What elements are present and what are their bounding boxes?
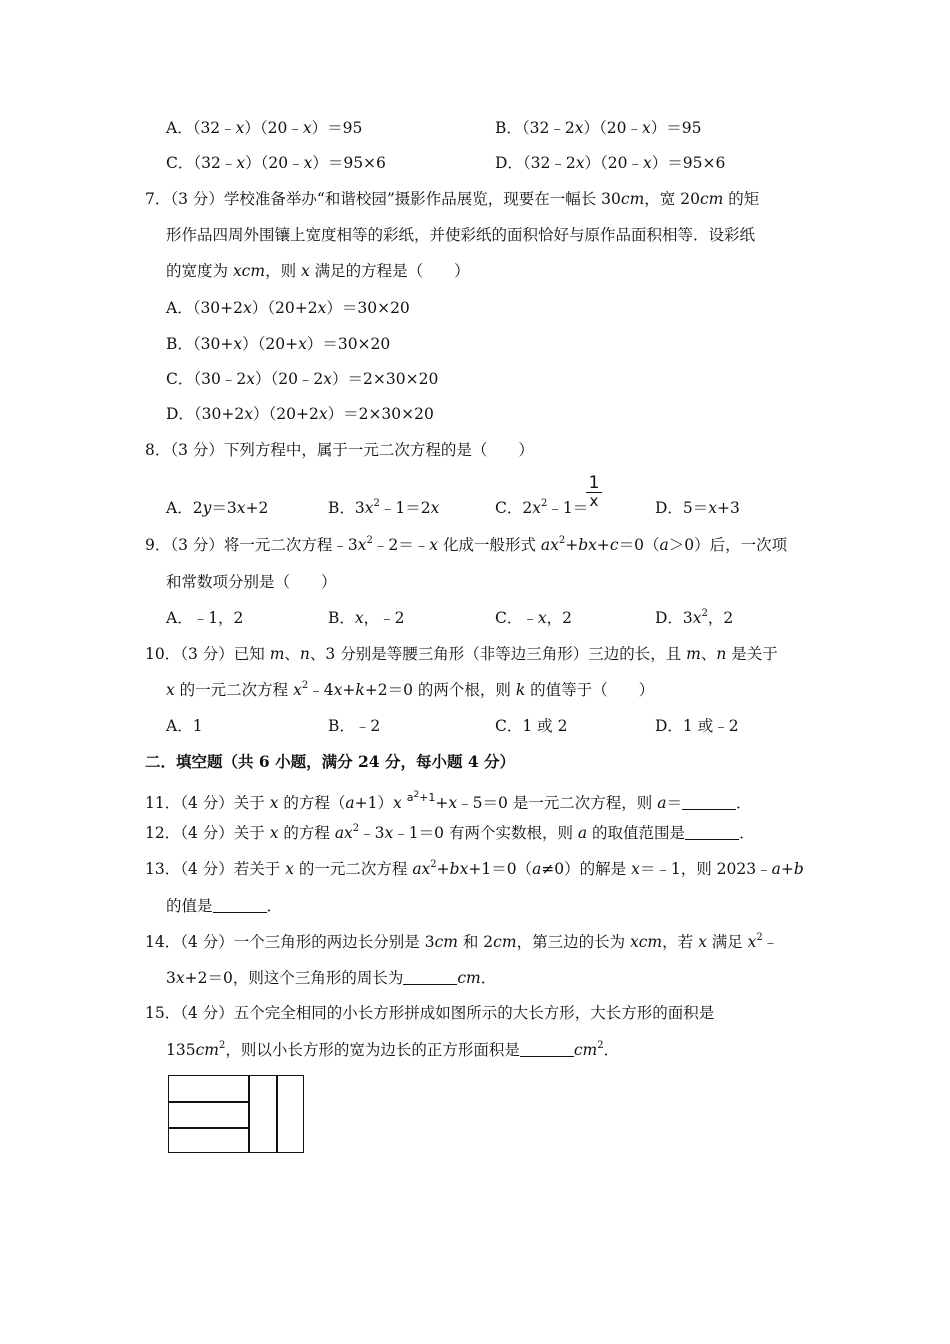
q10-stem-line1: 10．（3 分）已知 m、n、3 分别是等腰三角形（非等边三角形）三边的长，且 m、n 是关于 <box>145 645 778 663</box>
q9-option-b: B．x，﹣2 <box>328 609 405 627</box>
section-2-heading: 二．填空题（共 6 小题，满分 24 分，每小题 4 分） <box>145 752 516 771</box>
q15-figure-divider-vertical-1 <box>248 1075 250 1153</box>
answer-blank[interactable] <box>685 825 739 840</box>
q10-option-a: A．1 <box>166 717 203 735</box>
q10-option-d: D．1 或﹣2 <box>655 717 739 735</box>
q15-figure-outer-rectangle <box>168 1075 304 1153</box>
answer-blank[interactable] <box>403 970 457 985</box>
q8-option-d: D．5＝x+3 <box>655 499 740 517</box>
q9-option-c: C．﹣x，2 <box>495 609 572 627</box>
q14-stem-line1: 14．（4 分）一个三角形的两边长分别是 3cm 和 2cm，第三边的长为 xcm，若 x 满足 $x^2﹣$ <box>145 932 779 951</box>
q11-stem: 11．（4 分）关于 x 的方程（a+1）x $^{a^2+1}$+x﹣5＝0 是一元二次方程，则 a＝ ． <box>145 790 752 812</box>
q7-stem-line2: 形作品四周外围镶上宽度相等的彩纸，并使彩纸的面积恰好与原作品面积相等．设彩纸 <box>166 226 756 244</box>
q10-option-c: C．1 或 2 <box>495 717 568 735</box>
q7-option-b: B．（30+x）（20+x）＝30×20 <box>166 335 391 353</box>
q6-option-c: C．（32﹣x）（20﹣x）＝95×6 <box>166 154 386 172</box>
q13-stem-line2: 的值是 ． <box>166 897 283 915</box>
q9-stem-line1: 9．（3 分）将一元二次方程$﹣3x^2﹣2=﹣x$ 化成一般形式 $ax^2+bx+c=0(a>0)$后，一次项 <box>145 535 788 554</box>
fraction-denominator: x <box>589 492 599 510</box>
q12-stem: 12．（4 分）关于 x 的方程 $ax^2﹣3x﹣1=0$ 有两个实数根，则 a 的取值范围是 ． <box>145 823 755 842</box>
q15-stem-line1: 15．（4 分）五个完全相同的小长方形拼成如图所示的大长方形，大长方形的面积是 <box>145 1004 715 1022</box>
q15-figure-divider-horizontal-1 <box>168 1101 249 1103</box>
q9-option-a: A．﹣1，2 <box>166 609 244 627</box>
q7-option-a: A．（30+2x）（20+2x）＝30×20 <box>166 299 410 317</box>
q15-figure-divider-horizontal-2 <box>168 1127 249 1129</box>
q8-stem: 8．（3 分）下列方程中，属于一元二次方程的是（ ） <box>145 441 534 459</box>
q14-stem-line2: 3x+2＝0，则这个三角形的周长为 cm． <box>166 969 497 987</box>
q10-option-b: B．﹣2 <box>328 717 381 735</box>
q7-option-d: D．（30+2x）（20+2x）＝2×30×20 <box>166 405 434 423</box>
q8-option-b: B．$3x^2﹣1=2x$ <box>328 498 440 517</box>
q15-figure-divider-vertical-2 <box>276 1075 278 1153</box>
q6-option-a: A．（32﹣x）（20﹣x）＝95 <box>166 119 363 137</box>
q10-stem-line2: x 的一元二次方程 $x^2﹣4x+k+2=0$ 的两个根，则 k 的值等于（ ） <box>166 680 655 699</box>
q15-stem-line2: $135cm^2$，则以小长方形的宽为边长的正方形面积是 $cm^2$． <box>166 1040 620 1059</box>
q6-option-d: D．（32﹣2x）（20﹣x）＝95×6 <box>495 154 726 172</box>
q6-option-b: B．（32﹣2x）（20﹣x）＝95 <box>495 119 702 137</box>
q8-option-a: A．2y＝3x+2 <box>166 499 269 517</box>
q13-stem-line1: 13．（4 分）若关于 x 的一元二次方程 $ax^2+bx+1=0(a\ne 0)$的解是 x＝﹣1，则 2023﹣a+b <box>145 859 804 878</box>
q7-stem-line1: 7．（3 分）学校准备举办“和谐校园”摄影作品展览，现要在一幅长 30cm，宽 20cm 的矩 <box>145 190 760 208</box>
fraction-numerator: 1 <box>586 474 602 493</box>
q8-option-c-fraction <box>586 474 602 510</box>
answer-blank[interactable] <box>520 1042 574 1057</box>
q7-option-c: C．（30﹣2x）（20﹣2x）＝2×30×20 <box>166 370 439 388</box>
q9-option-d: D．$3x^2$，2 <box>655 608 734 627</box>
q7-stem-line3: 的宽度为 xcm，则 x 满足的方程是（ ） <box>166 262 470 280</box>
q8-option-c: C．$2x^2﹣1=$ <box>495 498 589 517</box>
answer-blank[interactable] <box>213 898 267 913</box>
q9-stem-line2: 和常数项分别是（ ） <box>166 573 337 591</box>
answer-blank[interactable] <box>682 795 736 810</box>
